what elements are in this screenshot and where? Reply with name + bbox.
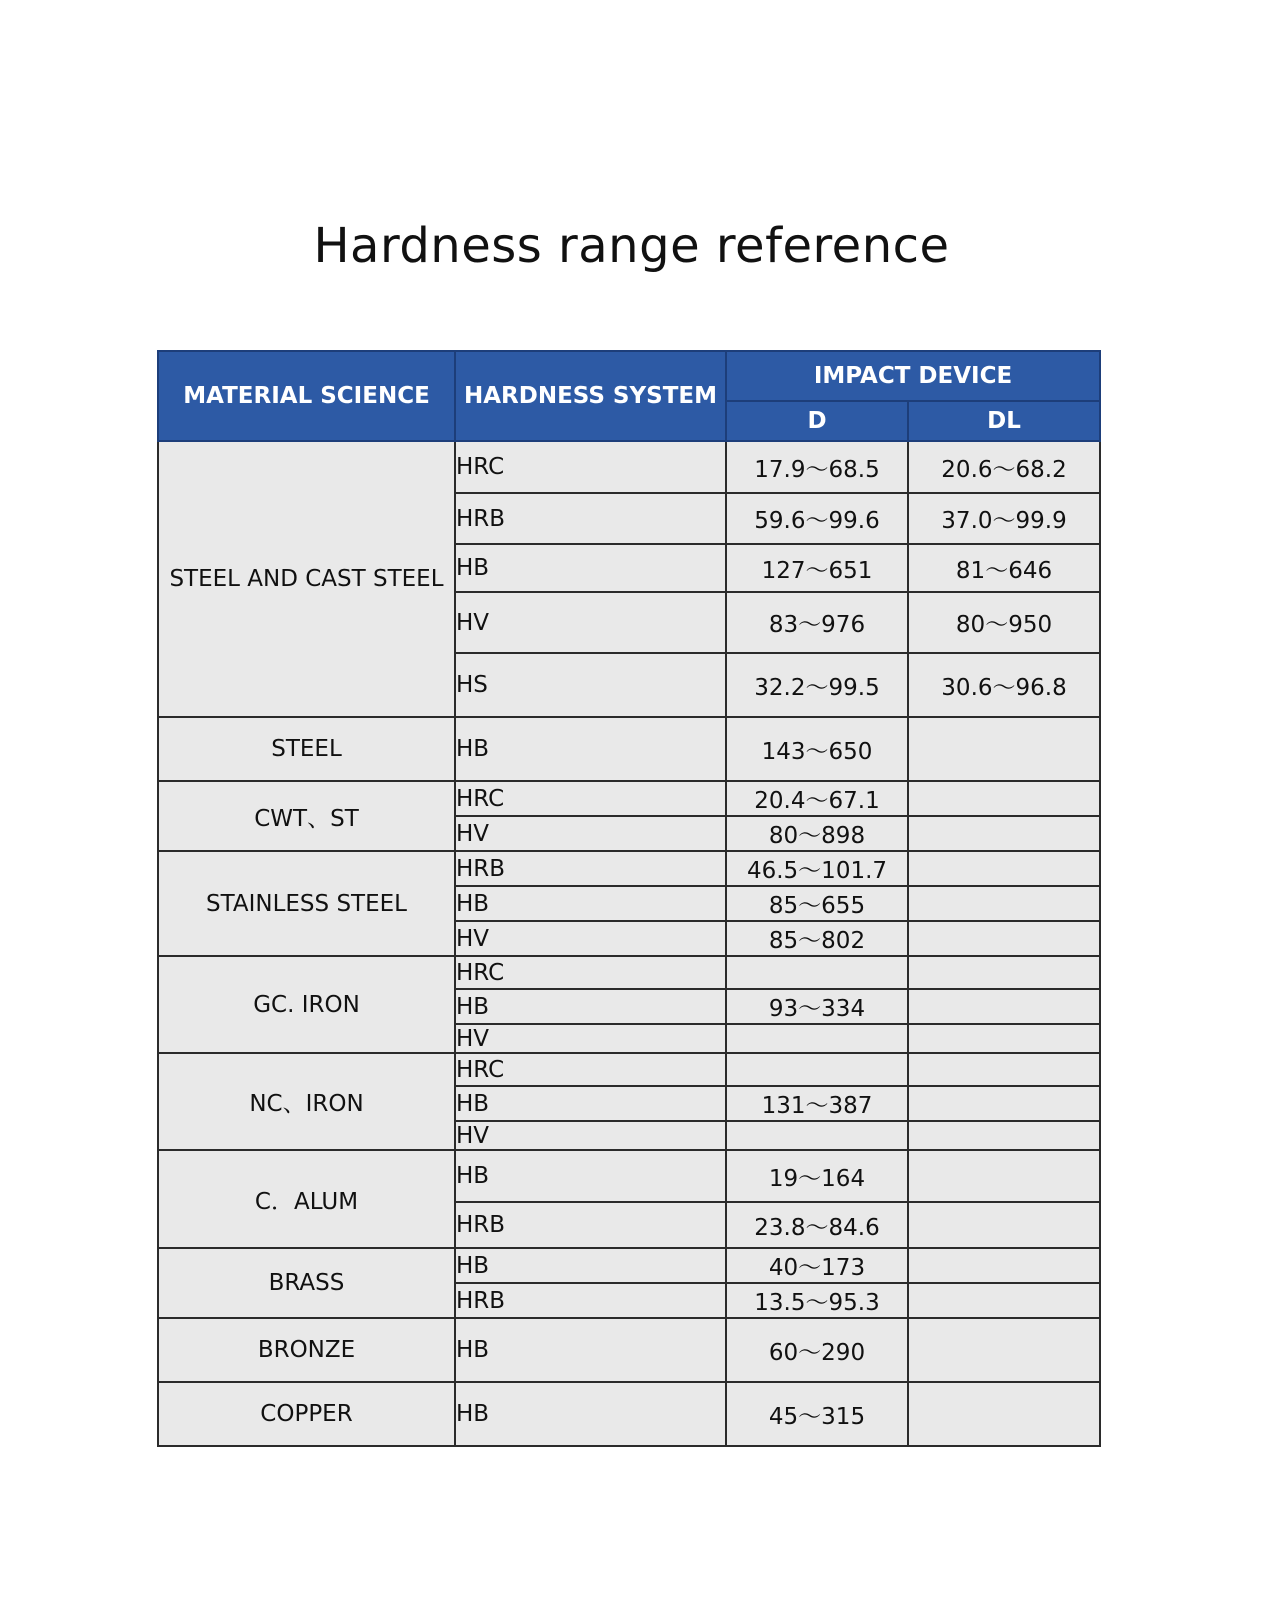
material-cell: STEEL [158, 717, 455, 781]
range-d-cell: 17.9～68.5 [726, 441, 908, 493]
material-cell: STAINLESS STEEL [158, 851, 455, 956]
range-d-cell: 131～387 [726, 1086, 908, 1121]
table-row [158, 1248, 1100, 1283]
header-impact-device: IMPACT DEVICE [726, 351, 1100, 401]
header-hardness-system: HARDNESS SYSTEM [455, 351, 726, 441]
range-dl-cell [908, 1086, 1100, 1121]
range-dl-cell: 80～950 [908, 592, 1100, 653]
range-d-cell: 40～173 [726, 1248, 908, 1283]
range-d-cell: 83～976 [726, 592, 908, 653]
range-dl-cell [908, 1053, 1100, 1086]
table-row [158, 781, 1100, 816]
material-cell: NC、IRON [158, 1053, 455, 1150]
hardness-system-cell: HRB [455, 493, 726, 544]
hardness-system-cell: HRB [455, 1202, 726, 1248]
range-dl-cell [908, 921, 1100, 956]
hardness-system-cell: HB [455, 886, 726, 921]
range-dl-cell [908, 1121, 1100, 1150]
range-dl-cell [908, 816, 1100, 851]
range-dl-cell [908, 781, 1100, 816]
range-d-cell: 143～650 [726, 717, 908, 781]
hardness-system-cell: HS [455, 653, 726, 717]
table-row [158, 441, 1100, 493]
range-dl-cell [908, 1382, 1100, 1446]
material-cell: CWT、ST [158, 781, 455, 851]
table-row [158, 1382, 1100, 1446]
hardness-system-cell: HV [455, 592, 726, 653]
range-d-cell: 45～315 [726, 1382, 908, 1446]
hardness-system-cell: HB [455, 1248, 726, 1283]
hardness-system-cell: HV [455, 816, 726, 851]
hardness-system-cell: HRC [455, 1053, 726, 1086]
table-row [158, 1318, 1100, 1382]
range-d-cell: 85～802 [726, 921, 908, 956]
range-dl-cell [908, 1283, 1100, 1318]
hardness-system-cell: HRB [455, 1283, 726, 1318]
range-d-cell: 80～898 [726, 816, 908, 851]
material-cell: COPPER [158, 1382, 455, 1446]
material-cell: C．ALUM [158, 1150, 455, 1248]
table-row [158, 956, 1100, 989]
range-dl-cell [908, 989, 1100, 1024]
range-d-cell [726, 1053, 908, 1086]
range-d-cell: 93～334 [726, 989, 908, 1024]
range-dl-cell: 20.6～68.2 [908, 441, 1100, 493]
range-d-cell [726, 1121, 908, 1150]
table-row [158, 1053, 1100, 1086]
range-dl-cell [908, 886, 1100, 921]
header-material: MATERIAL SCIENCE [158, 351, 455, 441]
hardness-system-cell: HRB [455, 851, 726, 886]
hardness-system-cell: HRC [455, 441, 726, 493]
table-row [158, 1150, 1100, 1202]
range-dl-cell [908, 1202, 1100, 1248]
range-d-cell: 20.4～67.1 [726, 781, 908, 816]
range-d-cell: 32.2～99.5 [726, 653, 908, 717]
range-d-cell: 19～164 [726, 1150, 908, 1202]
hardness-system-cell: HV [455, 921, 726, 956]
table-row [158, 851, 1100, 886]
range-d-cell: 13.5～95.3 [726, 1283, 908, 1318]
hardness-system-cell: HRC [455, 781, 726, 816]
hardness-system-cell: HRC [455, 956, 726, 989]
range-d-cell: 127～651 [726, 544, 908, 592]
hardness-system-cell: HB [455, 1382, 726, 1446]
range-dl-cell [908, 1150, 1100, 1202]
hardness-system-cell: HB [455, 544, 726, 592]
hardness-system-cell: HB [455, 1150, 726, 1202]
range-dl-cell [908, 1318, 1100, 1382]
range-dl-cell: 81～646 [908, 544, 1100, 592]
hardness-system-cell: HB [455, 1318, 726, 1382]
hardness-system-cell: HB [455, 1086, 726, 1121]
hardness-system-cell: HV [455, 1121, 726, 1150]
material-cell: BRASS [158, 1248, 455, 1318]
material-cell: GC. IRON [158, 956, 455, 1053]
header-device-dl: DL [908, 401, 1100, 441]
range-dl-cell [908, 1024, 1100, 1053]
range-d-cell [726, 1024, 908, 1053]
range-d-cell: 46.5～101.7 [726, 851, 908, 886]
hardness-system-cell: HV [455, 1024, 726, 1053]
range-dl-cell [908, 717, 1100, 781]
header-device-d: D [726, 401, 908, 441]
hardness-table [157, 350, 1101, 1447]
range-dl-cell: 37.0～99.9 [908, 493, 1100, 544]
range-d-cell [726, 956, 908, 989]
table-row [158, 717, 1100, 781]
table-body [158, 441, 1100, 1446]
page-title: Hardness range reference [313, 218, 950, 274]
hardness-system-cell: HB [455, 989, 726, 1024]
range-dl-cell: 30.6～96.8 [908, 653, 1100, 717]
material-cell: BRONZE [158, 1318, 455, 1382]
material-cell: STEEL AND CAST STEEL [158, 441, 455, 717]
range-d-cell: 23.8～84.6 [726, 1202, 908, 1248]
range-d-cell: 85～655 [726, 886, 908, 921]
range-dl-cell [908, 956, 1100, 989]
range-d-cell: 60～290 [726, 1318, 908, 1382]
range-dl-cell [908, 851, 1100, 886]
range-d-cell: 59.6～99.6 [726, 493, 908, 544]
range-dl-cell [908, 1248, 1100, 1283]
hardness-system-cell: HB [455, 717, 726, 781]
